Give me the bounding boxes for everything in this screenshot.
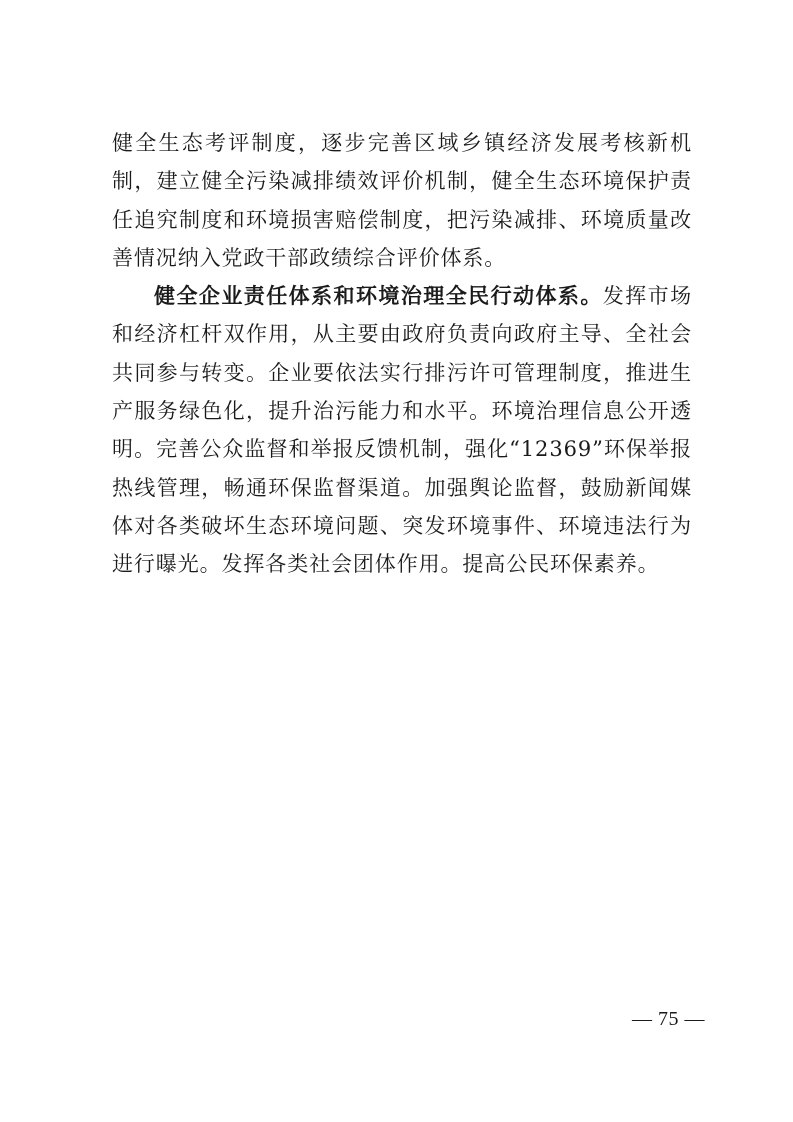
paragraph-ecological-evaluation bbox=[112, 124, 692, 277]
paragraph-text: 健全生态考评制度，逐步完善区域乡镇经济发展考核新机制，建立健全污染减排绩效评价机制，健全生态环境保护责任追究制度和环境损害赔偿制度，把污染减排、环境质量改善情况纳入党政干部政绩综合评价体系。 bbox=[112, 131, 692, 270]
paragraph-text: 发挥市场和经济杠杆双作用，从主要由政府负责向政府主导、全社会共同参与转变。企业要依法实行排污许可管理制度，推进生产服务绿色化，提升治污能力和水平。环境治理信息公开透明。完善公众监督和举报反馈机制，强化“12369”环保举报热线管理，畅通环保监督渠道。加强舆论监督，鼓励新闻媒体对各类破坏生态环境问题、突发环境事件、环境违法行为进行曝光。发挥各类社会团体作用。提高公民环保素养。 bbox=[112, 284, 692, 577]
paragraph-lead-heading: 健全企业责任体系和环境治理全民行动体系。 bbox=[154, 284, 603, 309]
body-text bbox=[112, 124, 692, 584]
paragraph-enterprise-responsibility bbox=[112, 277, 692, 583]
page-number: — 75 — bbox=[632, 1008, 705, 1030]
